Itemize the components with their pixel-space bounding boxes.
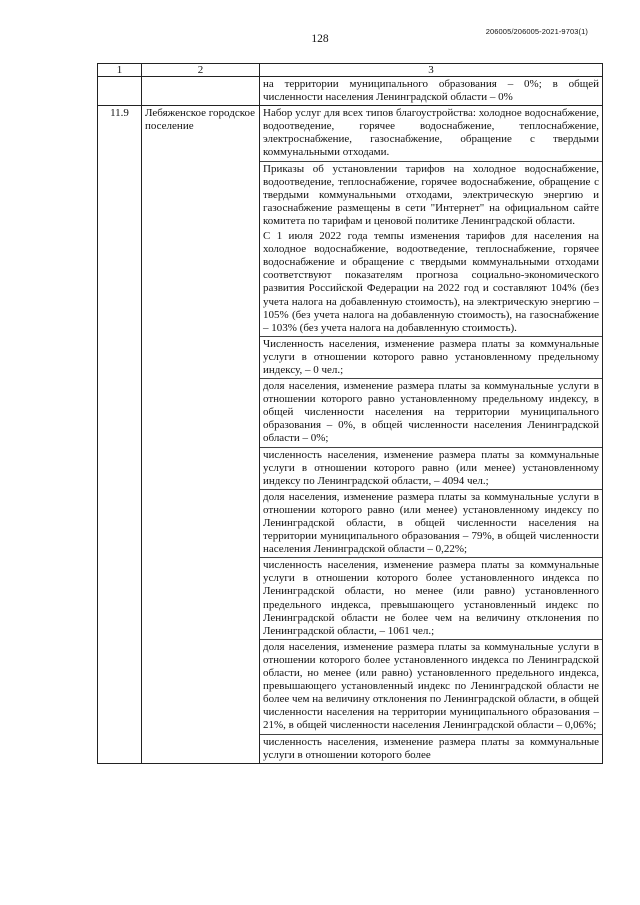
paragraph: Численность населения, изменение размера платы за коммунальные услуги в отношении которого равно установленному предельному индексу, – 0 чел.; [260,336,602,378]
table-cell [142,77,260,106]
paragraph: численность населения, изменение размера платы за коммунальные услуги в отношении которого более установленного индекса по Ленинградской области, но менее (или равно) установленного предельного индекса, превышающего установленный индекс по Ленинградской области не более чем на величину отклонения по Ленинградской области, – 1061 чел.; [260,557,602,639]
row-number: 11.9 [98,106,142,764]
table-row-carryover [98,77,603,106]
paragraph: численность населения, изменение размера платы за коммунальные услуги в отношении которого более [260,734,602,763]
row-content [260,106,603,764]
carryover-text: на территории муниципального образования – 0%; в общей численности населения Ленинградской области – 0% [263,78,599,104]
paragraph: доля населения, изменение размера платы за коммунальные услуги в отношении которого равно (или менее) установленному индексу по Ленинградской области, в общей численности населения на территории муниципального образования – 79%, в общей численности населения Ленинградской области – 0,22%; [260,489,602,557]
column-header: 1 [98,64,142,77]
table-cell [98,77,142,106]
table-header-row [98,64,603,77]
paragraph: Приказы об установлении тарифов на холодное водоснабжение, водоотведение, теплоснабжение, горячее водоснабжение, обращение с твердыми коммунальными отходами, электрическую энергию и газоснабжение размещены в сети "Интернет" на официальном сайте комитета по тарифам и ценовой политике Ленинградской области. [260,161,602,229]
column-header: 2 [142,64,260,77]
paragraph: численность населения, изменение размера платы за коммунальные услуги в отношении которого равно (или менее) установленному индексу по Ленинградской области, – 4094 чел.; [260,447,602,489]
column-header: 3 [260,64,603,77]
paragraph: С 1 июля 2022 года темпы изменения тарифов для населения на холодное водоснабжение, водоотведение, теплоснабжение, горячее водоснабжение и обращение с твердыми коммунальными отходами соответствуют показателям прогноза социально-экономического развития Российской Федерации на 2022 год и составляют 104% (без учета налога на добавленную стоимость), на электрическую энергию – 105% (без учета налога на добавленную стоимость), на газоснабжение – 103% (без учета налога на добавленную стоимость). [263,230,599,334]
page-number: 128 [311,33,329,45]
paragraph: доля населения, изменение размера платы за коммунальные услуги в отношении которого более установленного индекса по Ленинградской области, но менее (или равно) установленного предельного индекса, превышающего установленный индекс по Ленинградской области не более чем на величину отклонения по Ленинградской области, в общей численности населения на территории муниципального образования – 21%, в общей численности населения Ленинградской области – 0,06%; [260,639,602,734]
data-table [97,63,603,764]
document-id: 206005/206005-2021-9703(1) [485,27,588,36]
table-cell [260,77,603,106]
paragraph: Набор услуг для всех типов благоустройства: холодное водоснабжение, водоотведение, горячее водоснабжение, теплоснабжение, электроснабжение, газоснабжение, обращение с твердыми коммунальными отходами. [263,107,599,159]
paragraph: доля населения, изменение размера платы за коммунальные услуги в отношении которого равно установленному предельному индексу, в общей численности населения на территории муниципального образования – 0%, в общей численности населения Ленинградской области – 0%; [260,378,602,446]
municipality-name: Лебяженское городское поселение [142,106,260,764]
table-row [98,106,603,764]
